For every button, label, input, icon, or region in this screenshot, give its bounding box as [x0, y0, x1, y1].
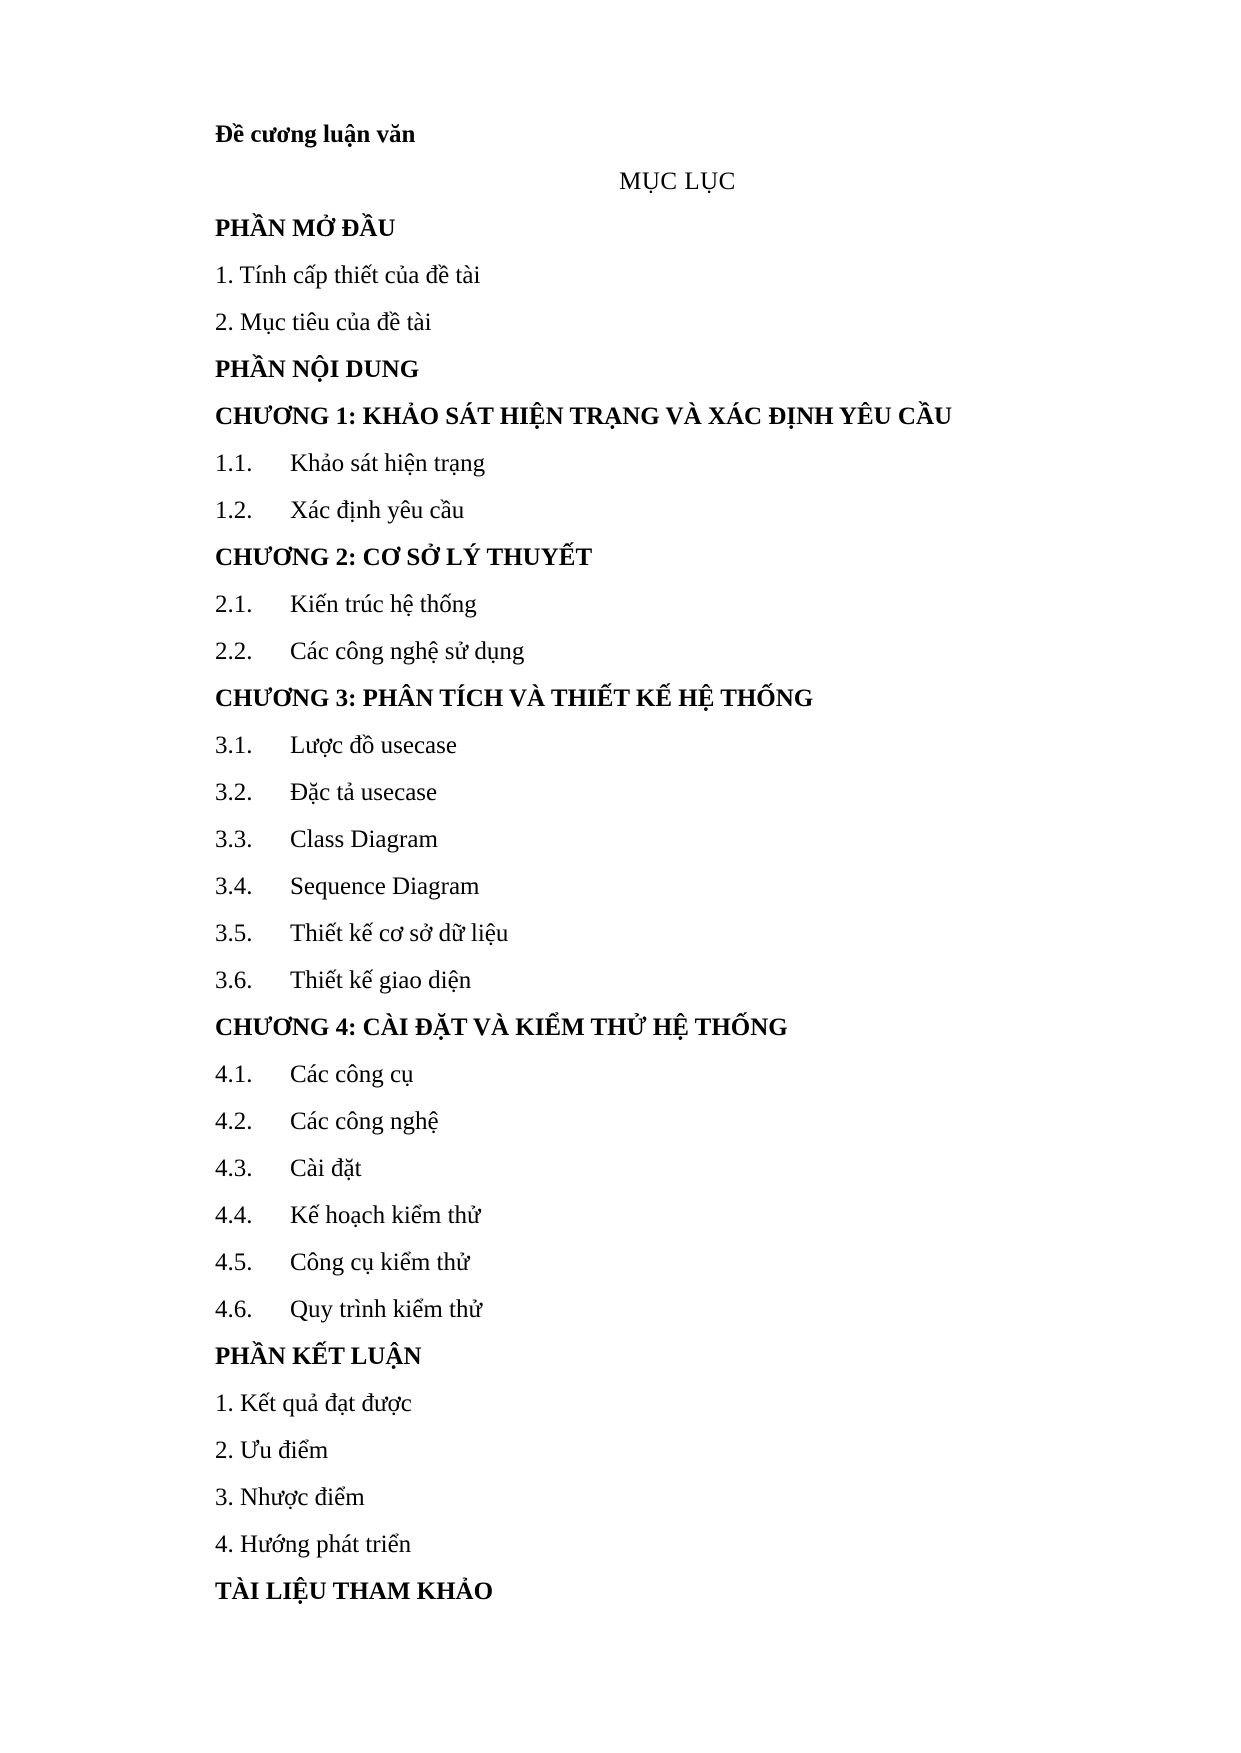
section-number: 3.4.: [215, 873, 253, 900]
section-number: 3.1.: [215, 732, 253, 759]
section-number: 3.6.: [215, 967, 253, 994]
section-text: Quy trình kiểm thử: [290, 1296, 483, 1323]
intro-item: 1. Tính cấp thiết của đề tài: [215, 262, 481, 289]
section-entry: [215, 1239, 1115, 1286]
section-entry: [215, 769, 1115, 816]
toc-heading: MỤC LỤC: [619, 168, 736, 195]
section-entry: [215, 1051, 1115, 1098]
section-entry: [215, 722, 1115, 769]
document-content: [215, 111, 1115, 1615]
conclusion-item: 4. Hướng phát triển: [215, 1531, 412, 1558]
section-text: Đặc tả usecase: [290, 779, 438, 806]
section-number: 3.2.: [215, 779, 253, 806]
section-entry: [215, 957, 1115, 1004]
conclusion-heading: PHẦN KẾT LUẬN: [215, 1343, 422, 1370]
section-text: Công cụ kiểm thử: [290, 1249, 470, 1276]
body-heading: PHẦN NỘI DUNG: [215, 356, 420, 383]
section-entry: [215, 1098, 1115, 1145]
conclusion-item: 1. Kết quả đạt được: [215, 1390, 412, 1417]
section-entry: [215, 581, 1115, 628]
chapter-title: CHƯƠNG 3: PHÂN TÍCH VÀ THIẾT KẾ HỆ THỐNG: [215, 685, 814, 712]
section-text: Thiết kế giao diện: [290, 967, 472, 994]
section-number: 4.5.: [215, 1249, 253, 1276]
section-entry: [215, 863, 1115, 910]
section-text: Khảo sát hiện trạng: [290, 450, 486, 477]
section-text: Xác định yêu cầu: [290, 497, 465, 524]
section-number: 3.3.: [215, 826, 253, 853]
section-text: Sequence Diagram: [290, 873, 480, 900]
section-entry: [215, 440, 1115, 487]
references-heading: TÀI LIỆU THAM KHẢO: [215, 1578, 494, 1605]
intro-item: 2. Mục tiêu của đề tài: [215, 309, 432, 336]
section-number: 4.1.: [215, 1061, 253, 1088]
section-number: 2.2.: [215, 638, 253, 665]
section-text: Thiết kế cơ sở dữ liệu: [290, 920, 509, 947]
section-number: 4.3.: [215, 1155, 253, 1182]
section-entry: [215, 628, 1115, 675]
document-title: Đề cương luận văn: [215, 121, 416, 148]
section-number: 4.4.: [215, 1202, 253, 1229]
section-text: Kiến trúc hệ thống: [290, 591, 477, 618]
section-entry: [215, 816, 1115, 863]
section-text: Cài đặt: [290, 1155, 362, 1182]
section-text: Kế hoạch kiểm thử: [290, 1202, 481, 1229]
section-text: Các công cụ: [290, 1061, 414, 1088]
section-number: 4.6.: [215, 1296, 253, 1323]
section-entry: [215, 1145, 1115, 1192]
section-number: 3.5.: [215, 920, 253, 947]
intro-heading: PHẦN MỞ ĐẦU: [215, 215, 396, 242]
section-text: Các công nghệ: [290, 1108, 439, 1135]
section-text: Các công nghệ sử dụng: [290, 638, 525, 665]
section-entry: [215, 487, 1115, 534]
chapter-title: CHƯƠNG 4: CÀI ĐẶT VÀ KIỂM THỬ HỆ THỐNG: [215, 1014, 788, 1041]
conclusion-item: 2. Ưu điểm: [215, 1437, 329, 1464]
section-number: 1.2.: [215, 497, 253, 524]
section-number: 4.2.: [215, 1108, 253, 1135]
chapter-title: CHƯƠNG 2: CƠ SỞ LÝ THUYẾT: [215, 544, 593, 571]
section-text: Class Diagram: [290, 826, 438, 853]
section-number: 1.1.: [215, 450, 253, 477]
section-entry: [215, 1192, 1115, 1239]
section-text: Lược đồ usecase: [290, 732, 457, 759]
section-number: 2.1.: [215, 591, 253, 618]
section-entry: [215, 1286, 1115, 1333]
chapter-title: CHƯƠNG 1: KHẢO SÁT HIỆN TRẠNG VÀ XÁC ĐỊNH YÊU CẦU: [215, 403, 953, 430]
section-entry: [215, 910, 1115, 957]
conclusion-item: 3. Nhược điểm: [215, 1484, 365, 1511]
